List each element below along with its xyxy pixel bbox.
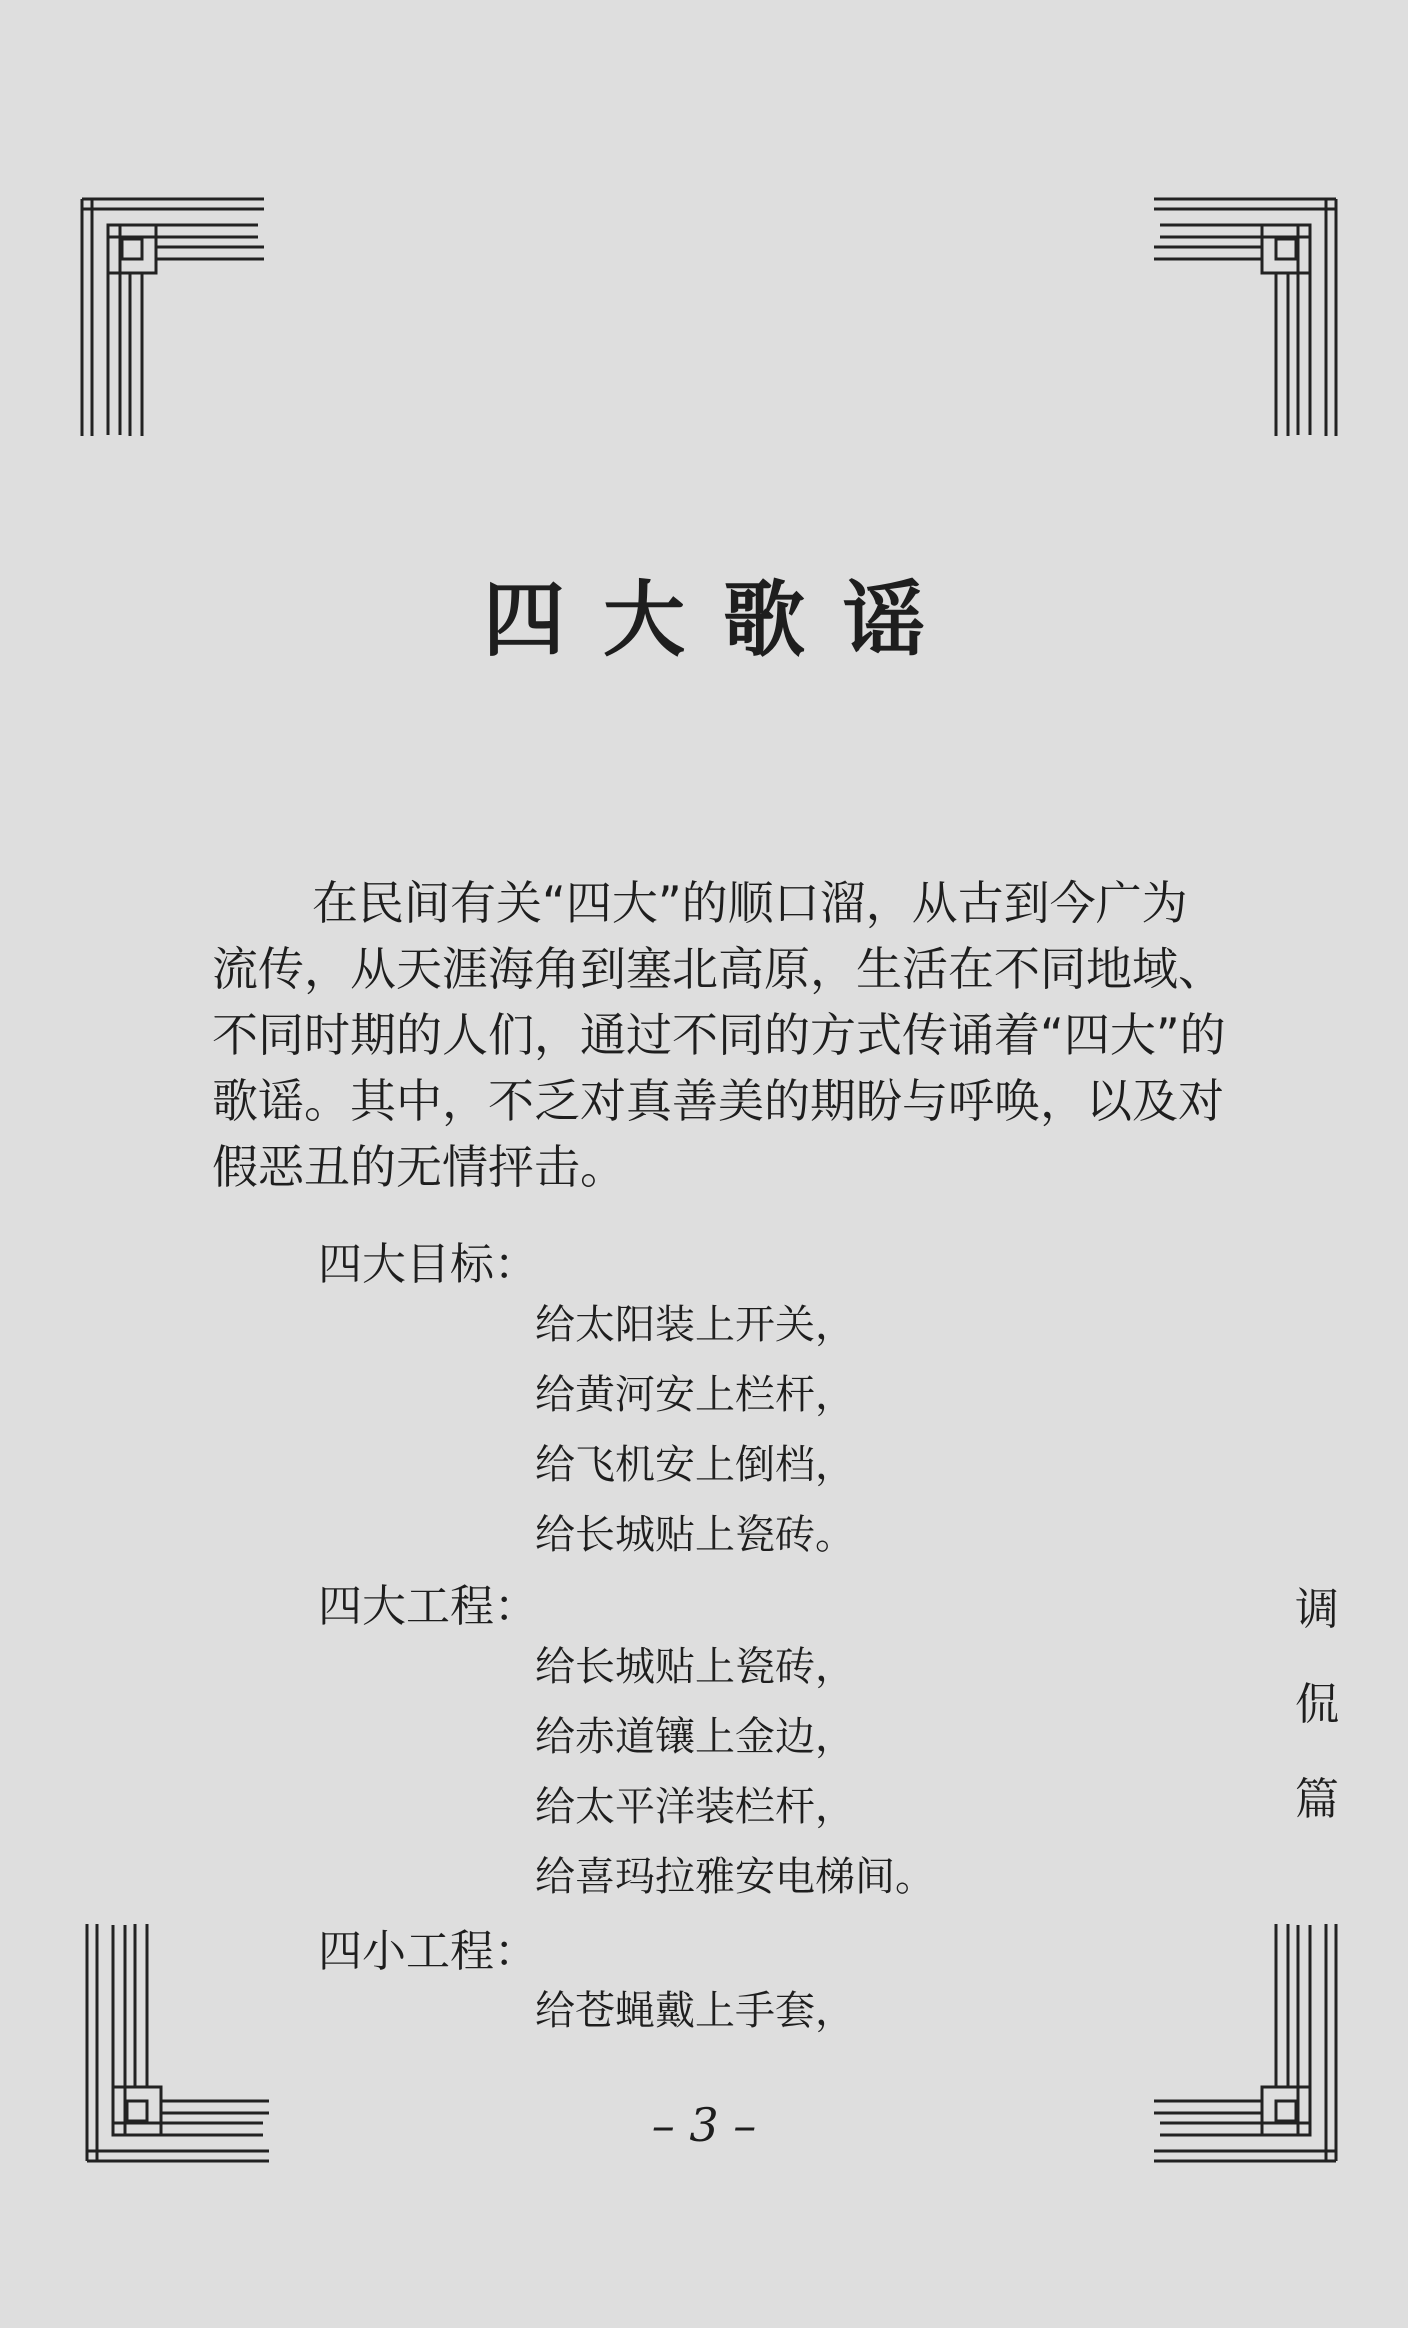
intro-paragraph: 在民间有关“四大”的顺口溜，从古到今广为流传，从天涯海角到塞北高原，生活在不同地域、不同时期的人们，通过不同的方式传诵着“四大”的歌谣。其中，不乏对真善美的期盼与呼唤，以及对假恶丑的无情抨击。 bbox=[212, 876, 1226, 1194]
side-char: 侃 bbox=[1295, 1679, 1339, 1730]
verse-line: 给喜玛拉雅安电梯间。 bbox=[535, 1854, 935, 1900]
verse-line: 给黄河安上栏杆， bbox=[535, 1372, 855, 1418]
verse-small-projects bbox=[535, 1976, 855, 2046]
verse-projects bbox=[535, 1632, 935, 1912]
verse-line: 给太阳装上开关， bbox=[535, 1302, 855, 1348]
corner-ornament-top-left bbox=[78, 195, 268, 440]
section-heading-projects: 四大工程： bbox=[318, 1581, 538, 1632]
section-heading-small-projects: 四小工程： bbox=[318, 1926, 538, 1977]
verse-line: 给飞机安上倒档， bbox=[535, 1442, 855, 1488]
page-number: – 3 – bbox=[651, 2098, 757, 2152]
corner-ornament-top-right bbox=[1150, 195, 1340, 440]
verse-line: 给长城贴上瓷砖， bbox=[535, 1644, 855, 1690]
verse-line: 给苍蝇戴上手套， bbox=[535, 1988, 855, 2034]
page-title: 四大歌谣 bbox=[482, 572, 963, 668]
verse-line: 给太平洋装栏杆， bbox=[535, 1784, 855, 1830]
section-heading-goals: 四大目标： bbox=[318, 1239, 538, 1290]
side-char: 篇 bbox=[1295, 1774, 1339, 1825]
verse-line: 给长城贴上瓷砖。 bbox=[535, 1512, 855, 1558]
verse-goals bbox=[535, 1290, 855, 1570]
chapter-side-label bbox=[1292, 1585, 1342, 1870]
side-char: 调 bbox=[1295, 1584, 1339, 1635]
verse-line: 给赤道镶上金边， bbox=[535, 1714, 855, 1760]
